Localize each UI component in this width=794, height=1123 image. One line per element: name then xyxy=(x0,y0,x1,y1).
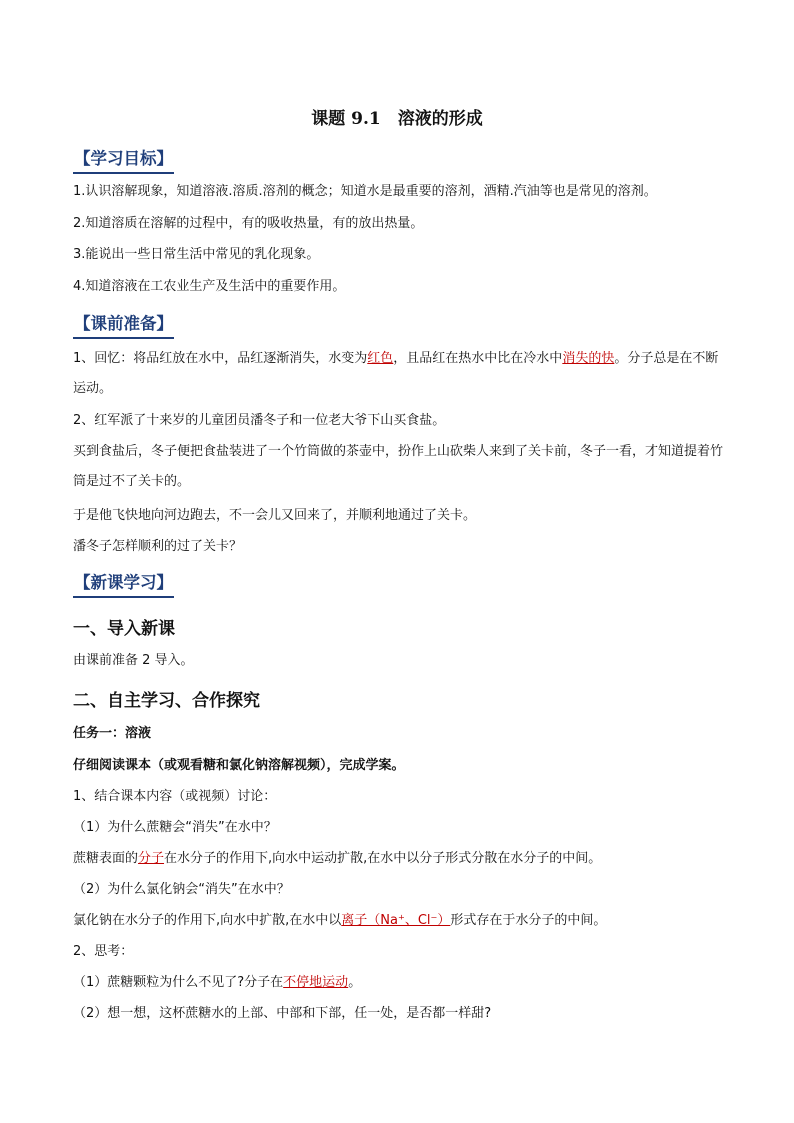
question-2-2: （2）想一想，这杯蔗糖水的上部、中部和下部，任一处，是否都一样甜? xyxy=(73,1006,492,1021)
section-heading-goals: 【学习目标】 xyxy=(73,148,174,174)
goal-item-1: 1.认识溶解现象，知道溶液.溶质.溶剂的概念；知道水是最重要的溶剂，酒精.汽油等也是常见的溶剂。 xyxy=(73,184,657,199)
task-title: 任务一：溶液 xyxy=(73,726,152,741)
answer-fill: 分子 xyxy=(138,851,165,866)
goal-item-4: 4.知道溶液在工农业生产及生活中的重要作用。 xyxy=(73,279,346,294)
prep-question: 潘冬子怎样顺利的过了关卡？ xyxy=(73,539,243,554)
question-2: 2、思考： xyxy=(73,944,134,959)
answer-1-2: 氯化钠在水分子的作用下,向水中扩散,在水中以离子（Na⁺、Cl⁻）形式存在于水分子的中间。 xyxy=(73,913,607,928)
answer-fill: 不停地运动 xyxy=(283,975,349,990)
question-1-2: （2）为什么氯化钠会“消失”在水中？ xyxy=(73,882,290,897)
subheading-study: 二、自主学习、合作探究 xyxy=(73,691,260,711)
answer-fill: 离子（Na⁺、Cl⁻） xyxy=(341,913,451,928)
page-title: 课题 9.1 溶液的形成 xyxy=(311,109,483,129)
section-heading-prep: 【课前准备】 xyxy=(73,313,174,339)
prep-paragraph-4: 于是他飞快地向河边跑去，不一会儿又回来了，并顺利地通过了关卡。 xyxy=(73,508,477,523)
task-instruction: 仔细阅读课本（或观看糖和氯化钠溶解视频），完成学案。 xyxy=(73,758,405,773)
intro-text: 由课前准备 2 导入。 xyxy=(73,653,194,668)
question-1: 1、结合课本内容（或视频）讨论： xyxy=(73,789,277,804)
answer-fill: 消失的快 xyxy=(562,351,615,366)
question-2-1: （1）蔗糖颗粒为什么不见了?分子在不停地运动。 xyxy=(73,975,362,990)
section-heading-new: 【新课学习】 xyxy=(73,572,174,598)
subheading-intro: 一、导入新课 xyxy=(73,619,175,639)
goal-item-2: 2.知道溶质在溶解的过程中，有的吸收热量，有的放出热量。 xyxy=(73,216,424,231)
goal-item-3: 3.能说出一些日常生活中常见的乳化现象。 xyxy=(73,247,320,262)
prep-paragraph-3: 买到食盐后，冬子便把食盐装进了一个竹筒做的茶壶中，扮作上山砍柴人来到了关卡前，冬子一看，才知道提着竹筒是过不了关卡的。 xyxy=(73,444,724,489)
question-1-1: （1）为什么蔗糖会“消失”在水中？ xyxy=(73,820,277,835)
answer-1-1: 蔗糖表面的分子在水分子的作用下,向水中运动扩散,在水中以分子形式分散在水分子的中间。 xyxy=(73,851,602,866)
prep-paragraph-2: 2、红军派了十来岁的儿童团员潘冬子和一位老大爷下山买食盐。 xyxy=(73,413,446,428)
answer-fill: 红色 xyxy=(367,351,394,366)
prep-paragraph-1: 1、回忆：将品红放在水中，品红逐渐消失，水变为红色，且品红在热水中比在冷水中消失的快。分子总是在不断运动。 xyxy=(73,351,719,396)
